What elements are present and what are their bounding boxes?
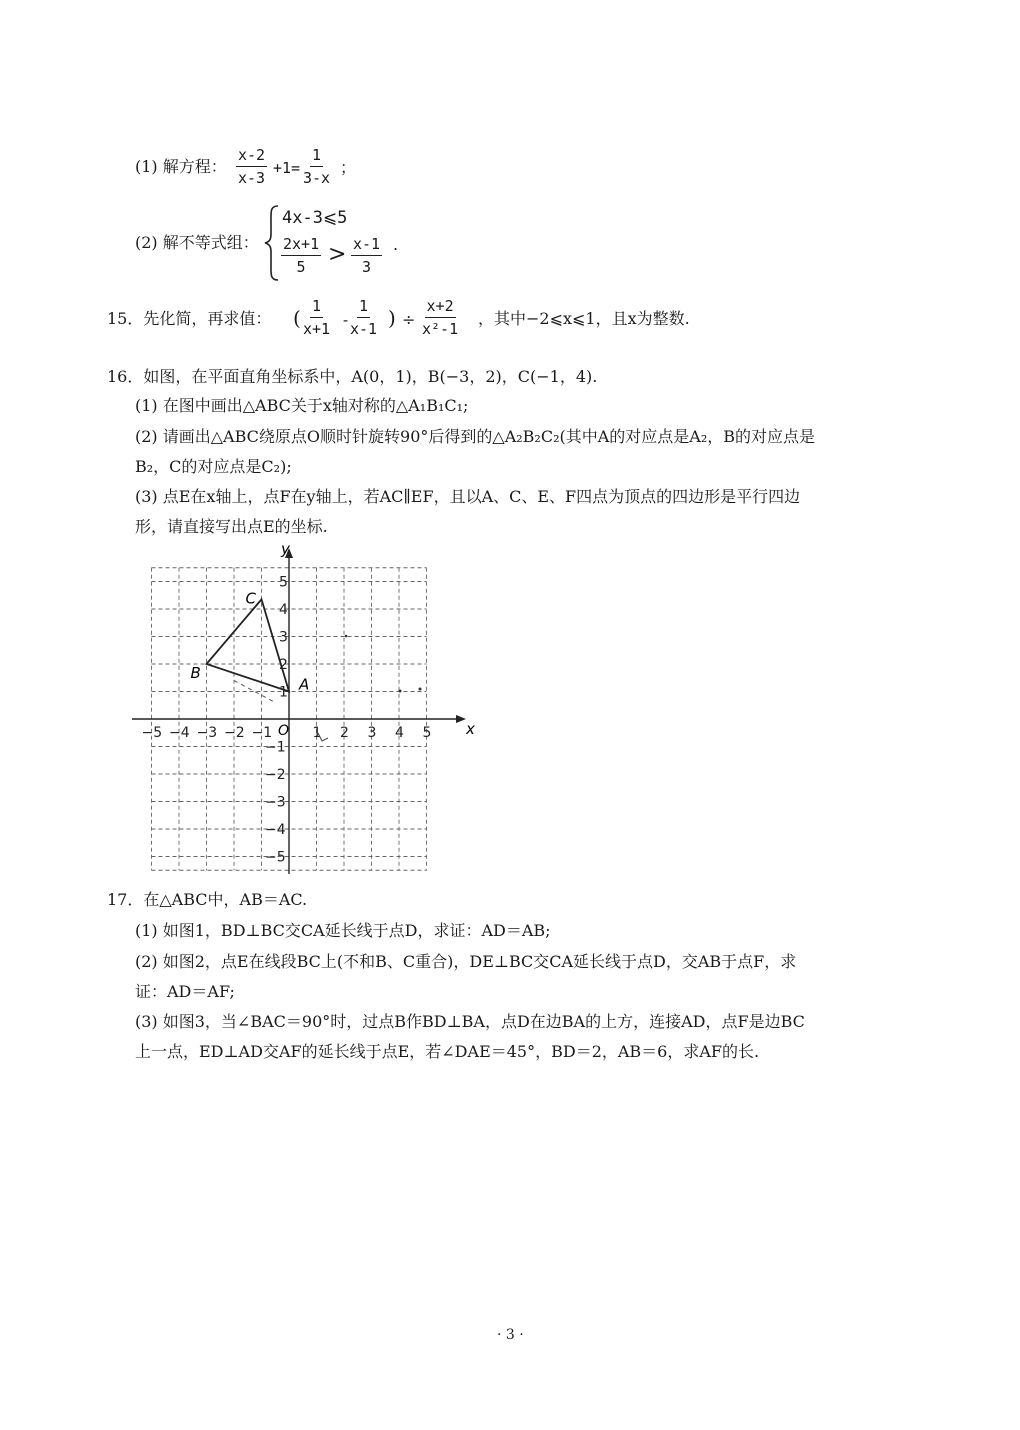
fraction-denominator: x-3 xyxy=(238,169,266,187)
x-tick-label: 5 xyxy=(422,725,432,741)
q16-stem: 16．如图，在平面直角坐标系中，A(0，1)，B(−3，2)，C(−1，4). xyxy=(107,367,598,386)
point-b-label: B xyxy=(190,664,201,682)
fraction-denominator: x+1 xyxy=(303,320,331,338)
q15-left-paren: ( xyxy=(293,306,301,330)
fraction-numerator: x-2 xyxy=(236,146,267,167)
fraction-numerator: 1 xyxy=(310,146,323,167)
triangle-abc xyxy=(207,599,290,691)
construction-dash xyxy=(234,681,275,703)
x-tick-label: 1 xyxy=(312,725,322,741)
fraction-denominator: x²-1 xyxy=(422,320,459,338)
q15-divide-sign: ÷ xyxy=(402,310,416,329)
y-tick-label: −4 xyxy=(265,822,286,838)
stray-mark xyxy=(399,690,402,693)
q17-part3-cont: 上一点，ED⊥AD交AF的延长线于点E，若∠DAE＝45°，BD＝2，AB＝6，求AF的长. xyxy=(135,1042,760,1061)
y-tick-label: −5 xyxy=(265,849,286,866)
q15-fraction-2 xyxy=(350,297,377,338)
x-tick-label: −1 xyxy=(251,725,273,741)
greater-than-sign: > xyxy=(328,242,347,267)
stray-mark xyxy=(419,688,422,691)
page-number: · 3 · xyxy=(497,1327,524,1343)
fraction-numerator: x+2 xyxy=(425,297,456,318)
q15-suffix: ，其中−2⩽x⩽1，且x为整数. xyxy=(478,309,690,328)
q15-prefix: 15．先化简，再求值： xyxy=(107,309,272,328)
fraction-numerator: 1 xyxy=(357,297,370,318)
q14-part1-end: ； xyxy=(340,158,357,177)
stray-mark xyxy=(345,635,348,638)
q14-fraction-1 xyxy=(236,146,267,187)
q15-fraction-1 xyxy=(303,297,330,338)
q14-part2-end: . xyxy=(393,235,399,254)
q16-part2-cont: B₂，C的对应点是C₂); xyxy=(135,457,292,476)
q17-part2-cont: 证：AD＝AF; xyxy=(135,982,235,1001)
q15-fraction-3 xyxy=(422,297,458,338)
q14-part1-label: (1) 解方程： xyxy=(135,157,227,176)
fraction-numerator: 2x+1 xyxy=(281,235,321,256)
y-tick-label: 4 xyxy=(279,602,288,618)
y-tick-label: 3 xyxy=(279,629,288,646)
q14-inequality-1: 4x-3⩽5 xyxy=(282,208,348,228)
x-tick-label: 4 xyxy=(395,725,404,741)
fraction-denominator: 3-x xyxy=(303,169,331,187)
x-axis-label: x xyxy=(466,720,475,738)
q14-inequality-fraction-2 xyxy=(351,235,382,276)
q14-equation-middle: +1= xyxy=(273,159,301,177)
x-tick-label: 3 xyxy=(367,725,377,741)
x-tick-label: −5 xyxy=(141,725,163,741)
point-a-label: A xyxy=(299,675,310,694)
q16-part3-cont: 形，请直接写出点E的坐标. xyxy=(135,517,328,536)
q16-part1: (1) 在图中画出△ABC关于x轴对称的△A₁B₁C₁; xyxy=(135,396,469,415)
q14-inequality-fraction-1 xyxy=(281,235,321,276)
x-tick-label: −4 xyxy=(169,725,190,741)
fraction-denominator: x-1 xyxy=(350,320,378,338)
q16-part2: (2) 请画出△ABC绕原点O顺时针旋转90°后得到的△A₂B₂C₂(其中A的对应点是A₂，B的对应点是 xyxy=(135,427,816,446)
y-tick-label: 1 xyxy=(279,684,288,701)
y-tick-label: −1 xyxy=(265,739,286,756)
coordinate-grid-figure xyxy=(128,540,488,880)
x-tick-label: 2 xyxy=(340,725,349,741)
q17-part1: (1) 如图1，BD⊥BC交CA延长线于点D，求证：AD＝AB; xyxy=(135,921,551,940)
q17-stem: 17．在△ABC中，AB＝AC. xyxy=(107,890,308,909)
fraction-denominator: 5 xyxy=(296,258,306,276)
y-tick-label: 5 xyxy=(279,574,288,591)
y-tick-label: 2 xyxy=(279,657,288,673)
x-tick-label: −2 xyxy=(224,725,245,741)
q15-minus: - xyxy=(341,311,351,329)
left-brace-icon xyxy=(262,204,282,282)
origin-label: O xyxy=(278,723,290,739)
point-c-label: C xyxy=(245,589,256,608)
q14-fraction-2 xyxy=(303,146,330,187)
q14-part2-label: (2) 解不等式组： xyxy=(135,233,259,252)
y-axis-label: y xyxy=(281,540,290,558)
q16-part3: (3) 点E在x轴上，点F在y轴上，若AC∥EF，且以A、C、E、F四点为顶点的四边形是平行四边 xyxy=(135,487,801,506)
x-tick-label: −3 xyxy=(196,725,218,741)
fraction-numerator: 1 xyxy=(310,297,323,318)
y-tick-label: −3 xyxy=(265,794,286,811)
y-tick-label: −2 xyxy=(265,767,286,783)
q17-part3: (3) 如图3，当∠BAC＝90°时，过点B作BD⊥BA，点D在边BA的上方，连接AD，点F是边BC xyxy=(135,1012,805,1031)
q15-right-paren: ) xyxy=(388,306,396,330)
x-axis-arrow-icon xyxy=(456,715,466,723)
fraction-numerator: x-1 xyxy=(351,235,382,256)
q17-part2: (2) 如图2，点E在线段BC上(不和B、C重合)，DE⊥BC交CA延长线于点D，交AB于点F，求 xyxy=(135,952,797,971)
fraction-denominator: 3 xyxy=(362,258,372,276)
